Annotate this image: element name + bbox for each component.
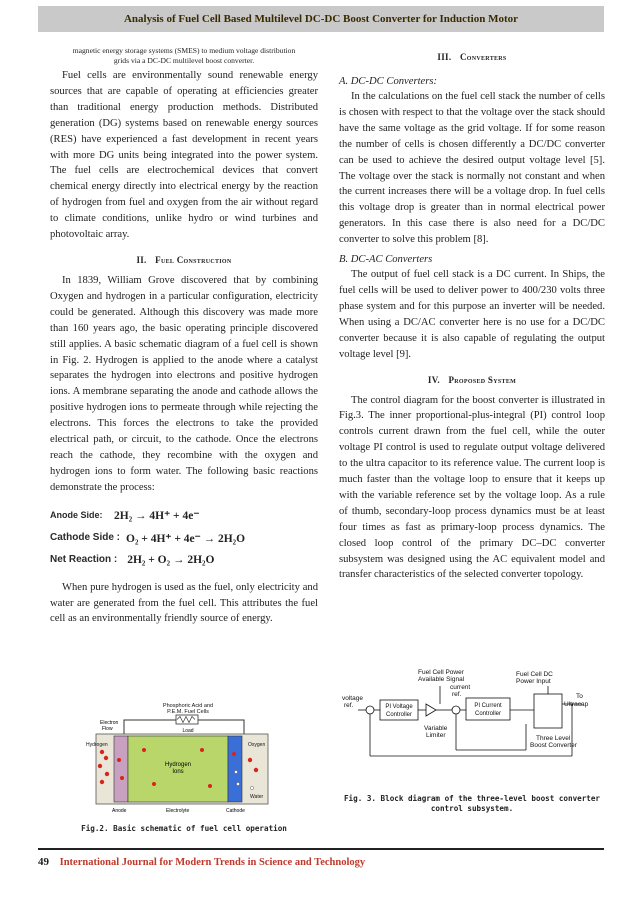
section-2-heading bbox=[50, 255, 318, 265]
fig3-pi-voltage-label: PI Voltage bbox=[385, 704, 413, 710]
fuel-cell-schematic-figure bbox=[84, 700, 280, 816]
fig2-hydrogen-ions-label: Hydrogen bbox=[164, 762, 192, 768]
fig3-fc-dc-label: Fuel Cell DC bbox=[516, 671, 553, 678]
fig3-caption-line1: Fig. 3. Block diagram of the three-level boost converter bbox=[343, 794, 601, 803]
section-3-title: Converters bbox=[459, 52, 507, 62]
right-column bbox=[339, 46, 605, 583]
fig3-to-label: To bbox=[576, 693, 583, 700]
fig2-electrolyte-label: Electrolyte bbox=[166, 808, 190, 814]
left-column bbox=[50, 46, 318, 627]
limiter-symbol bbox=[426, 704, 436, 716]
fig3-fc-power-label: Fuel Cell Power bbox=[418, 669, 464, 676]
section-2-paragraph: In 1839, William Grove discovered that by combining Oxygen and hydrogen in a particular configuration, electricity could be generated. Although this discovery was made more than 160 years ago, the basic operating principle discovered still applies. A basic schematic diagram of a fuel cell is shown in Fig. 2. Hydrogen is applied to the anode where a catalyst separates the hydrogen into electrons and positive hydrogen ions. A membrane separating the anode and cathode allows the positive hydrogen ions to permeate through while rejecting the electrons. This forces the electrons to take the provided electrical path, or circuit, to the cathode. Once the electrons reach the cathode, they recombine with the oxygen and hydrogen ions to form water. The following basic reactions demonstrate the process: bbox=[50, 274, 318, 493]
net-label: Net Reaction : bbox=[50, 554, 118, 566]
fig3-voltage-label: voltage bbox=[342, 695, 363, 702]
section-4-title: Proposed System bbox=[448, 374, 517, 385]
fuel-cell-diagram bbox=[84, 700, 280, 816]
fig3-ref-label: ref. bbox=[452, 691, 462, 698]
fig2-load-label: Load bbox=[182, 728, 194, 734]
anode-plate bbox=[114, 736, 128, 802]
fig3-caption-wrap bbox=[339, 794, 605, 814]
fig3-pi-current-label: PI Current bbox=[474, 703, 502, 709]
net-formula: 2H₂ + O₂ → 2H₂O bbox=[127, 553, 215, 566]
equation-cathode bbox=[50, 531, 318, 545]
section-3-heading bbox=[339, 52, 605, 62]
fig2-hydrogen-in-label: Hydrogen bbox=[86, 742, 108, 748]
subsection-b-heading: B. DC-AC Converters bbox=[339, 254, 433, 266]
current-summing-junction bbox=[452, 706, 460, 714]
fig3-controller2-label: Controller bbox=[474, 711, 502, 717]
fig2-caption: Fig.2. Basic schematic of fuel cell operation bbox=[81, 824, 287, 833]
anode-label: Anode Side: bbox=[50, 509, 103, 520]
section-4-paragraph: The control diagram for the boost converter is illustrated in Fig.3. The inner proportional-plus-integral (PI) control loop controls current drawn from the fuel cell, while the outer voltage PI control is used to regulate output voltage delivered to the ultra capacitor to its reference value. The current loop is much faster than the voltage loop to ensure that it keeps up with the variable reference set by the voltage loop. As a rule of thumb, secondary-loop process dynamics must be at least four times as fast as primary-loop process dynamics. The closed loop control of the primary DC–DC converter subsystem was designed using the AC equivalent model and transfer characteristics of the selected converter topology. bbox=[339, 394, 605, 581]
converter-block bbox=[534, 694, 562, 728]
fig3-caption-line2: control subsystem. bbox=[430, 804, 514, 813]
fig3-power-input-label: Power Input bbox=[516, 678, 551, 685]
fig3-boost-converter-label: Boost Converter bbox=[530, 742, 577, 749]
fig3-avail-signal-label: Available Signal bbox=[418, 676, 465, 683]
fig2-oxygen-label: Oxygen bbox=[248, 742, 266, 748]
section-3-number: III. bbox=[437, 52, 452, 62]
fig3-controller-label: Controller bbox=[385, 712, 413, 718]
fig3-ultracap-label: Ultracap bbox=[564, 701, 589, 708]
section-4-number: IV. bbox=[427, 374, 440, 385]
fig2-electron-label2: Flow bbox=[102, 726, 113, 732]
page-number: 49 bbox=[38, 856, 49, 868]
boost-converter-block-diagram bbox=[340, 664, 596, 788]
fig2-anode-label: Anode bbox=[112, 808, 127, 814]
cathode-formula: O₂ + 4H⁺ + 4e⁻ → 2H₂O bbox=[126, 532, 246, 545]
header-title: Analysis of Fuel Cell Based Multilevel DC-DC Boost Converter for Induction Motor bbox=[123, 13, 519, 25]
fig3-variable-label: Variable bbox=[424, 725, 448, 732]
fig2-ions-label: Ions bbox=[172, 769, 184, 775]
footer-rule bbox=[38, 848, 604, 850]
cathode-label: Cathode Side : bbox=[50, 532, 121, 544]
after-equation-paragraph: When pure hydrogen is used as the fuel, only electricity and water are generated from the fuel cell. This attributes the fuel cell as an environmentally friendly source of energy. bbox=[50, 581, 318, 625]
running-header bbox=[38, 6, 604, 32]
fig2-top-label: Phosphoric Acid and bbox=[162, 703, 214, 709]
fig2-top-label2: P.E.M. Fuel Cells bbox=[167, 709, 209, 715]
anode-formula: 2H₂ → 4H⁺ + 4e⁻ bbox=[114, 509, 200, 522]
voltage-summing-junction bbox=[366, 706, 374, 714]
fig1-caption-line1: magnetic energy storage systems (SMES) to medium voltage distribution bbox=[72, 46, 296, 55]
cathode-plate bbox=[228, 736, 242, 802]
fig2-water-label: Water bbox=[250, 794, 264, 800]
fig3-ref2-label: ref. bbox=[344, 702, 354, 709]
page-footer bbox=[38, 856, 365, 868]
fig2-cathode-label: Cathode bbox=[226, 808, 245, 814]
fig3-three-level-label: Three Level bbox=[536, 735, 571, 742]
intro-paragraph: Fuel cells are environmentally sound renewable energy sources that are capable of operating at efficiencies greater than traditional energy production methods. Distributed generation (DG) systems based on renewable energy sources (RES) have experienced a fast development in recent years with more DG units being integrated into the power system. The fuel cells are electrochemical devices that convert chemical energy directly into electrical energy by the reaction of hydrogen from fuel and oxygen from the air without regard to climate conditions, unlike hydro or wind turbines and photovoltaic array. bbox=[50, 70, 318, 241]
block-diagram-svg bbox=[340, 664, 596, 788]
equation-net bbox=[50, 554, 318, 566]
section-2-number: II. bbox=[136, 254, 147, 265]
equation-anode bbox=[50, 508, 318, 522]
fig2-electron-label: Electron bbox=[100, 720, 119, 726]
subsection-a-heading: A. DC-DC Converters: bbox=[339, 76, 437, 87]
fig3-current-label: current bbox=[450, 684, 471, 691]
journal-name: International Journal for Modern Trends in Science and Technology bbox=[59, 857, 366, 868]
fig1-caption-line2: grids via a DC-DC multilevel boost converter. bbox=[113, 56, 255, 65]
fig2-caption-wrap bbox=[50, 824, 318, 834]
section-2-title: Fuel Construction bbox=[155, 254, 232, 265]
section-4-heading bbox=[339, 375, 605, 385]
subsection-a-paragraph: In the calculations on the fuel cell stack the number of cells is chosen with respect to that the voltage over the stack should have the same voltage as the grid voltage. If for some reason the number of cells is chosen differently a DC/DC converter can be used to achieve the desired output voltage level [5]. The voltage over the stack is normally not constant and when the current increases there will be a voltage drop. In fuel cells this voltage drop is greater than in normal electrical power generators. In this case there is also need for a DC/DC converter to solve this problem [8]. bbox=[339, 91, 605, 246]
fig3-limiter-label: Limiter bbox=[426, 732, 446, 739]
subsection-b-paragraph: The output of fuel cell stack is a DC current. In Ships, the fuel cells will be used to deliver power to 400/230 volts three phase system and for this purpose an inverter will be needed. When using a DC/AC converter here is no use for a DC/DC converter because it is also capable of regulating the output voltage level [9]. bbox=[339, 269, 605, 360]
